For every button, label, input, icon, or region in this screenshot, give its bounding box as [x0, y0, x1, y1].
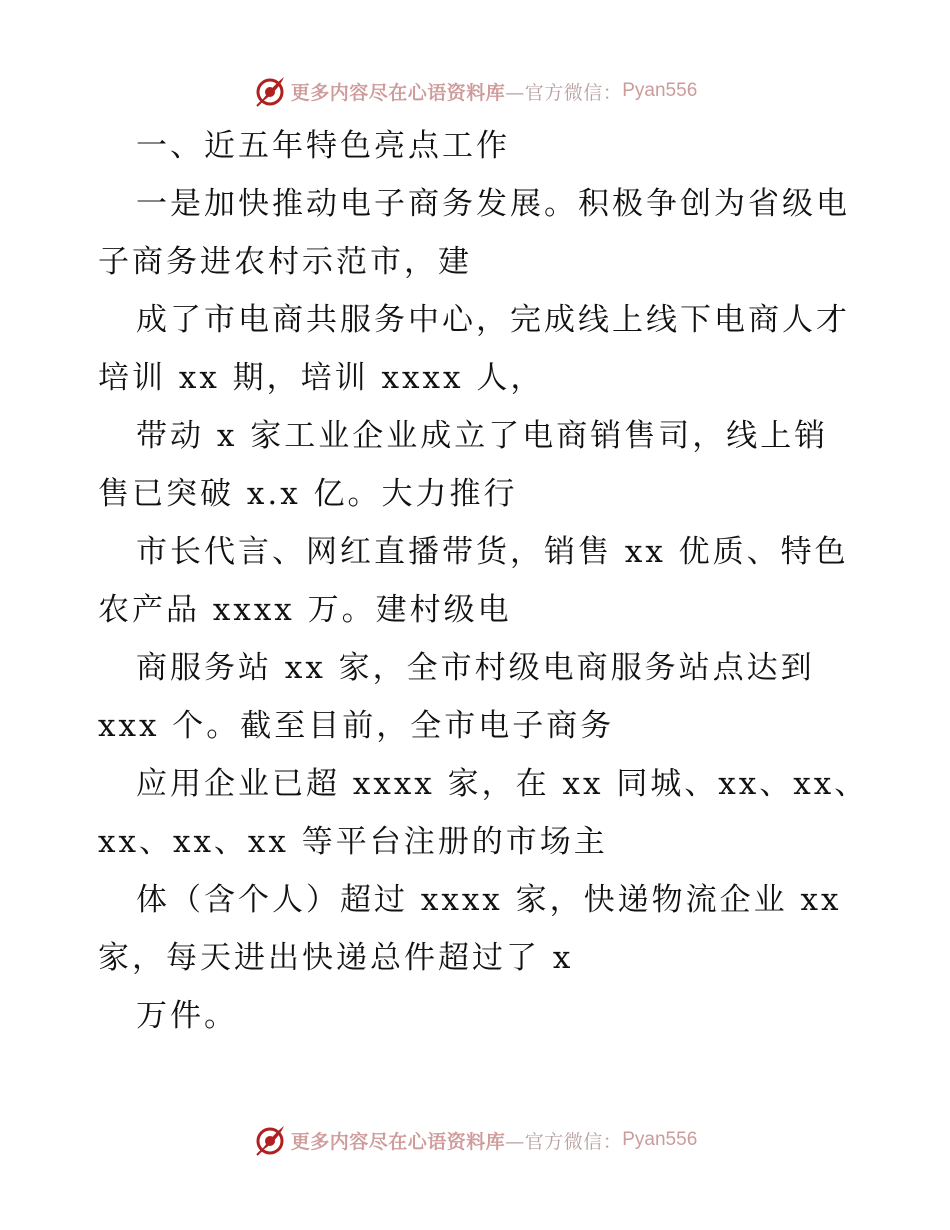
paragraph-line: 体（含个人）超过 xxxx 家，快递物流企业 xx [136, 882, 842, 918]
document-body [98, 117, 869, 1045]
paragraph-line: 售已突破 x.x 亿。大力推行 [98, 476, 518, 512]
paragraph-line: 子商务进农村示范市，建 [98, 244, 472, 280]
quill-logo-icon [253, 1123, 287, 1157]
paragraph-line: 成了市电商共服务中心，完成线上线下电商人才 [136, 302, 850, 338]
watermark-wechat-id: Pyan556 [622, 80, 698, 101]
page-header-watermark [0, 71, 950, 111]
paragraph-line: 家，每天进出快递总件超过了 x [98, 940, 574, 976]
watermark-separator-text: —官方微信： [505, 81, 623, 104]
watermark-wechat-id: Pyan556 [622, 1129, 698, 1150]
quill-logo-icon [253, 74, 287, 108]
paragraph-line: 带动 x 家工业企业成立了电商销售司，线上销 [136, 418, 829, 454]
paragraph-line: 一是加快推动电子商务发展。积极争创为省级电 [136, 186, 850, 222]
watermark-brand-text: 更多内容尽在心语资料库 [290, 1130, 506, 1153]
page-footer-watermark [0, 1120, 950, 1160]
section-heading: 一、近五年特色亮点工作 [136, 128, 510, 164]
paragraph-line: 市长代言、网红直播带货，销售 xx 优质、特色 [136, 534, 849, 570]
paragraph-line: 应用企业已超 xxxx 家，在 xx 同城、xx、xx、 [136, 766, 869, 802]
paragraph-line: 培训 xx 期，培训 xxxx 人， [98, 360, 545, 396]
paragraph-line: 农产品 xxxx 万。建村级电 [98, 592, 512, 628]
paragraph-line: xx、xx、xx 等平台注册的市场主 [98, 824, 608, 860]
paragraph-line: 商服务站 xx 家，全市村级电商服务站点达到 [136, 650, 815, 686]
watermark-brand-text: 更多内容尽在心语资料库 [290, 81, 506, 104]
paragraph-line: 万件。 [136, 998, 238, 1034]
watermark-separator-text: —官方微信： [505, 1130, 623, 1153]
paragraph-line: xxx 个。截至目前，全市电子商务 [98, 708, 615, 744]
